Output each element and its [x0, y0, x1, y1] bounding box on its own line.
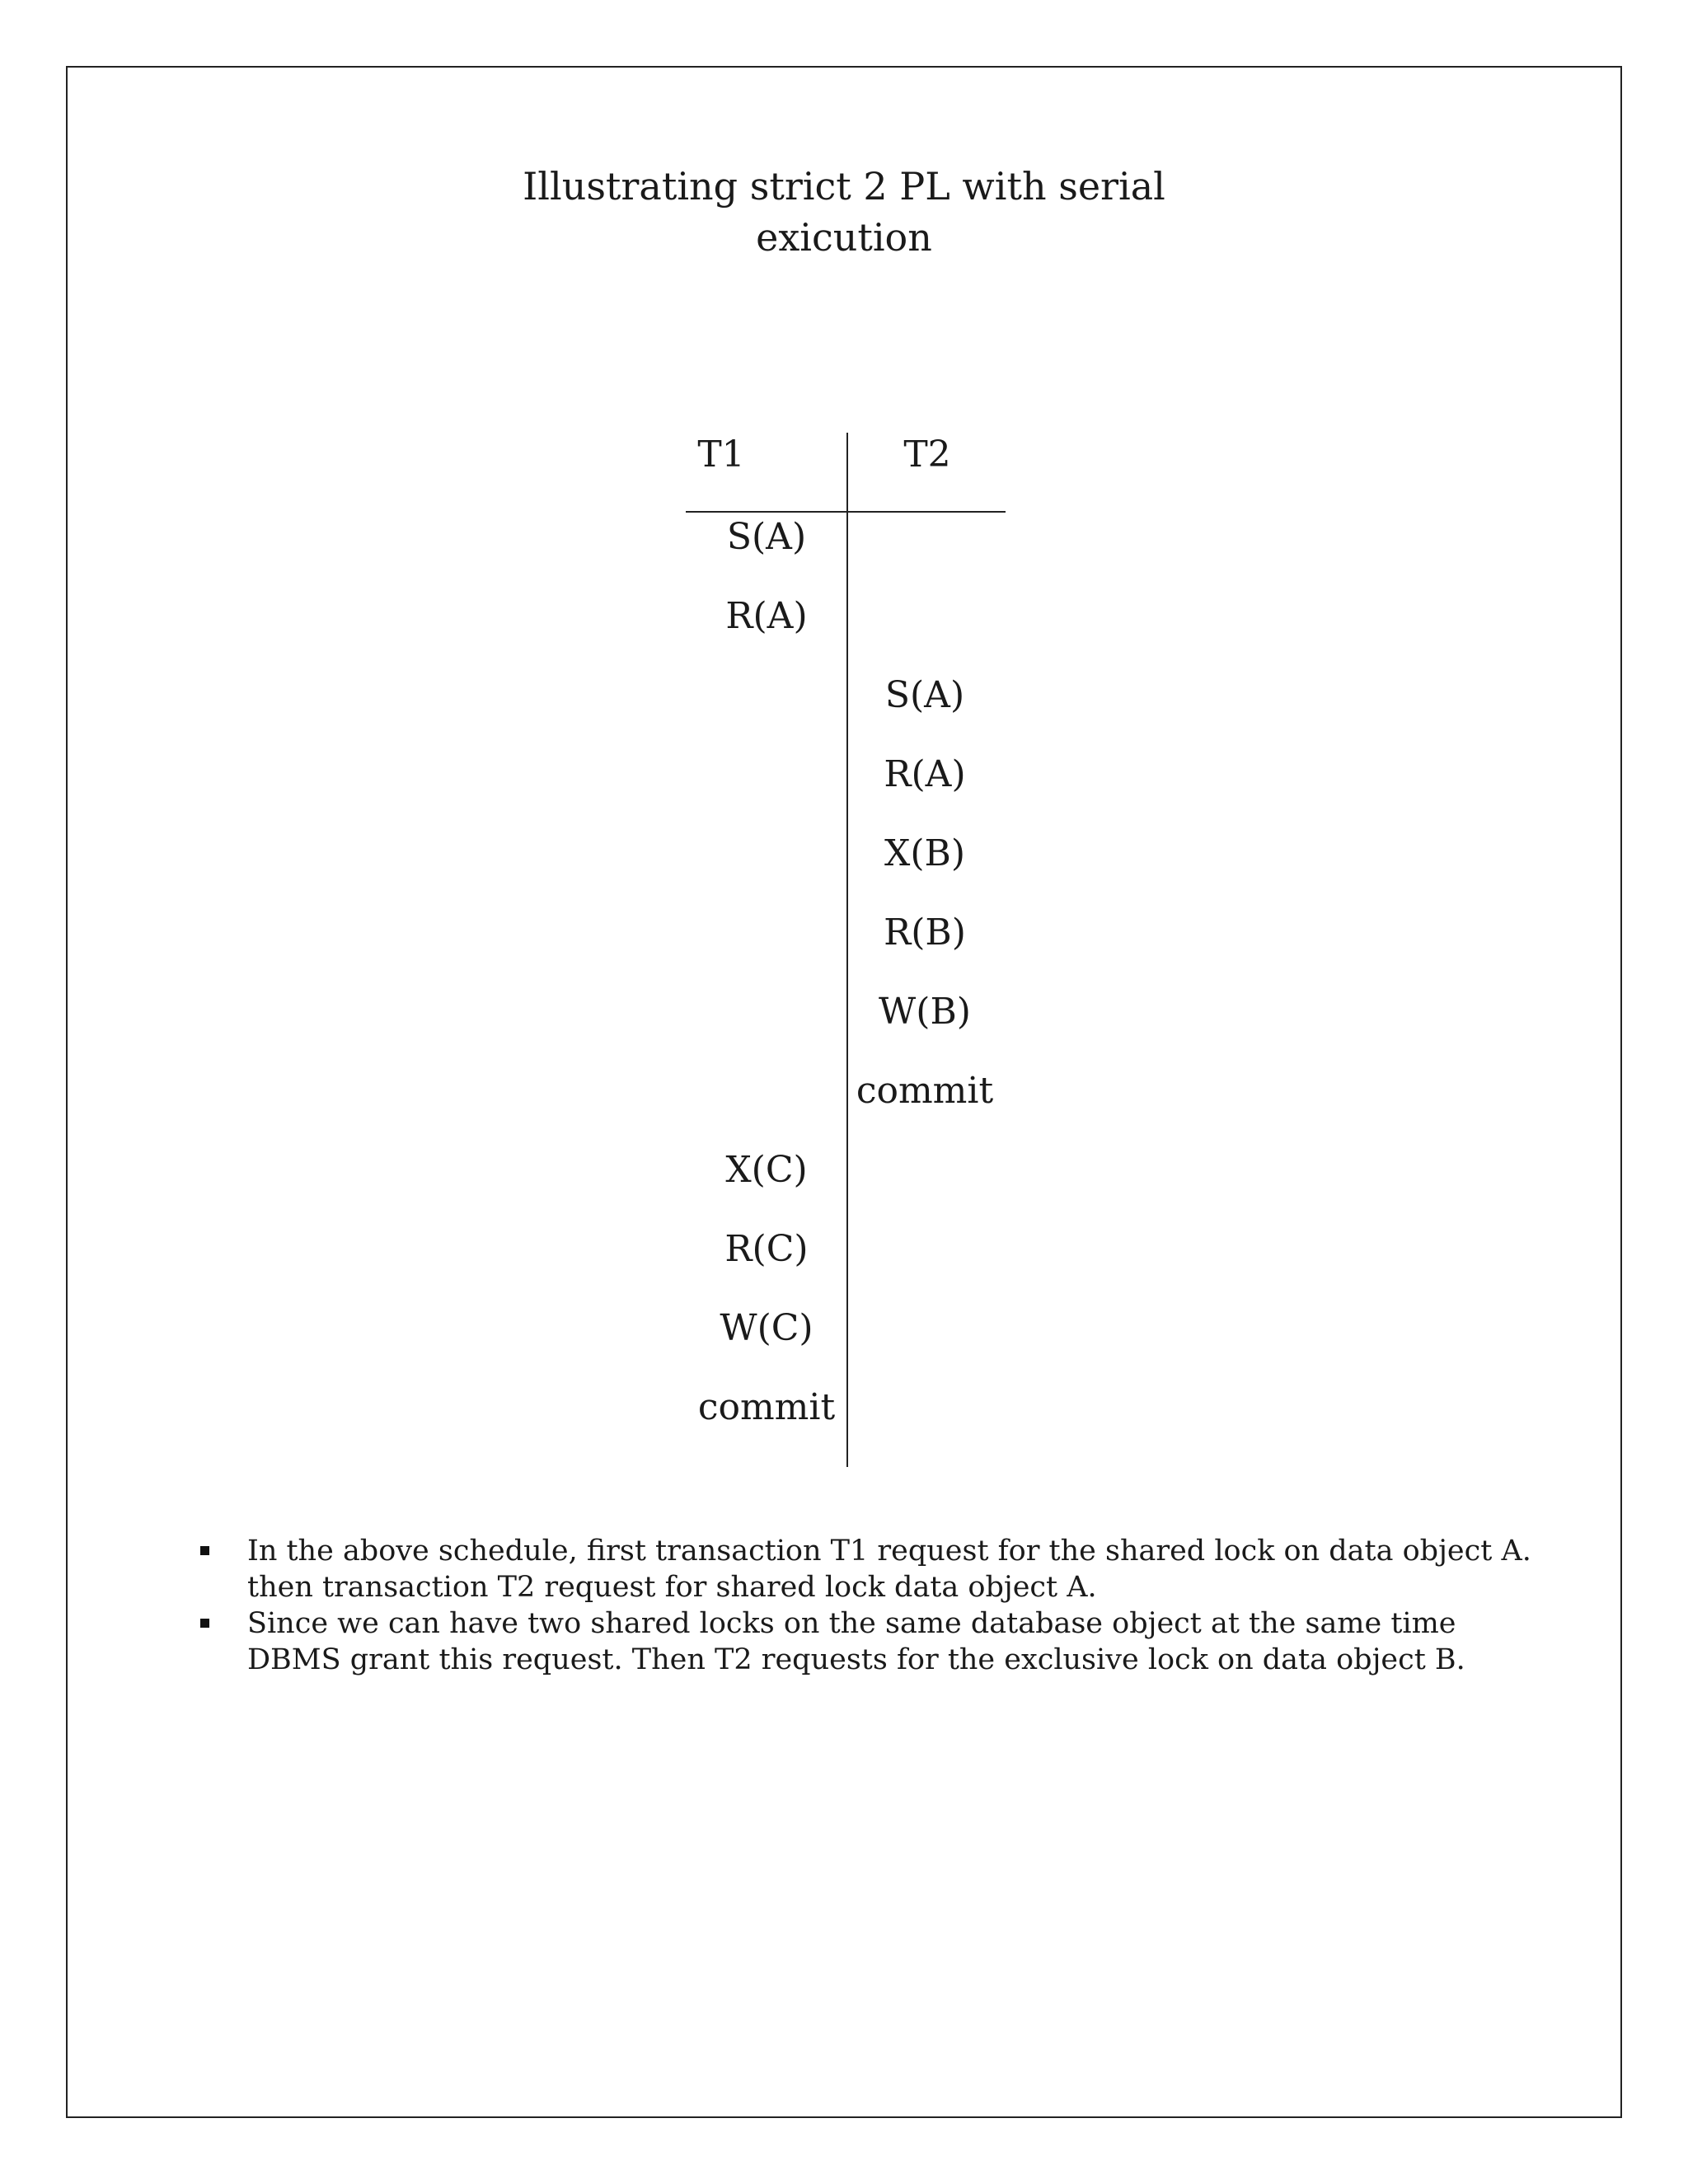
op-t2-row-6: R(B) — [884, 912, 966, 954]
op-t1-row-11: W(C) — [720, 1307, 814, 1349]
op-t2-row-3: S(A) — [884, 674, 965, 716]
square-bullet-icon — [200, 1619, 209, 1628]
op-t2-row-5: X(B) — [884, 832, 965, 874]
notes-list — [198, 1533, 1533, 1678]
title-line-2: exicution — [756, 215, 932, 260]
note-text: In the above schedule, first transaction T1 request for the shared lock on data object A. then transaction T2 request for shared lock data object A. — [247, 1535, 1531, 1604]
op-t1-row-9: X(C) — [725, 1149, 808, 1191]
op-t2-row-4: R(A) — [884, 753, 966, 795]
square-bullet-icon — [200, 1546, 209, 1555]
op-t2-row-8: commit — [856, 1070, 994, 1112]
column-divider — [846, 433, 848, 1467]
note-item — [198, 1605, 1533, 1678]
op-t1-row-2: R(A) — [725, 595, 808, 637]
title-line-1: Illustrating strict 2 PL with serial — [523, 164, 1165, 209]
header-t1: T1 — [697, 434, 745, 476]
header-t2: T2 — [903, 434, 951, 476]
op-t2-row-7: W(B) — [879, 991, 971, 1033]
note-text: Since we can have two shared locks on the same database object at the same time DBMS grant this request. Then T2 requests for the exclusive lock on data object B. — [247, 1607, 1465, 1676]
note-item — [198, 1533, 1533, 1605]
op-t1-row-10: R(C) — [724, 1228, 809, 1270]
op-t1-row-12: commit — [697, 1386, 836, 1428]
op-t1-row-1: S(A) — [726, 516, 807, 558]
